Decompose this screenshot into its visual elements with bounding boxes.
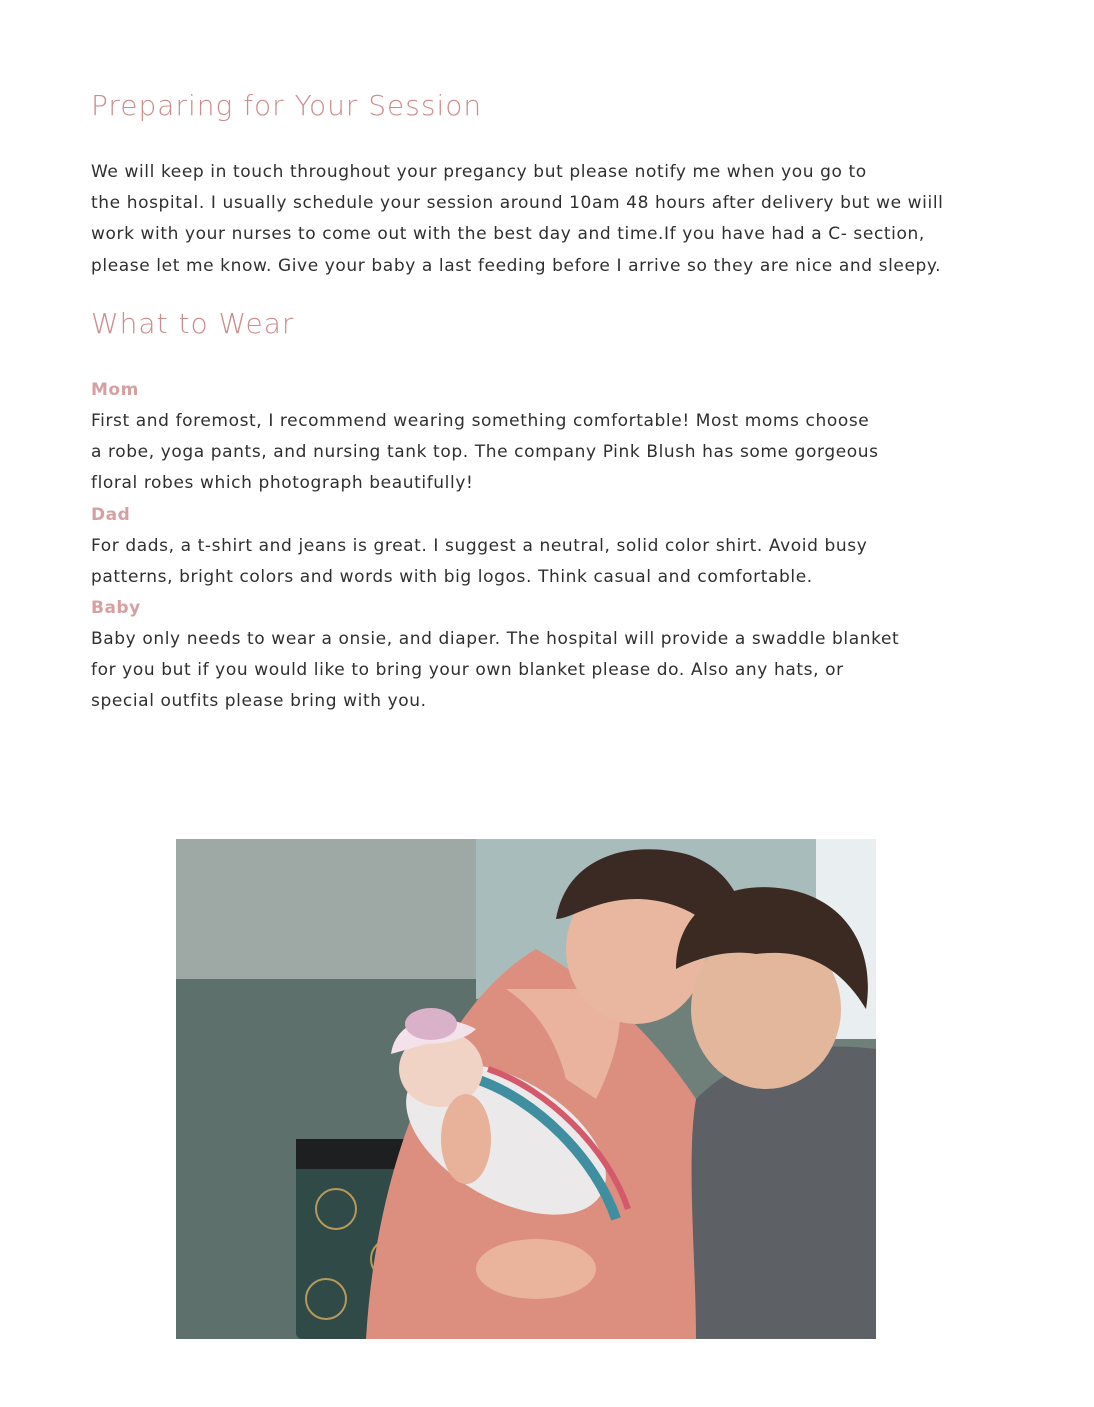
- dad-subheading: Dad: [91, 505, 131, 525]
- baby-line: Baby only needs to wear a onsie, and diaper. The hospital will provide a swaddle blanket: [91, 629, 900, 649]
- mom-line: First and foremost, I recommend wearing something comfortable! Most moms choose: [91, 411, 870, 431]
- family-newborn-photo: [176, 839, 876, 1339]
- baby-bow: [405, 1008, 457, 1040]
- session-line: We will keep in touch throughout your pregancy but please notify me when you go to: [91, 162, 867, 182]
- dad-line: For dads, a t-shirt and jeans is great. I suggest a neutral, solid color shirt. Avoid busy: [91, 536, 868, 556]
- session-line: the hospital. I usually schedule your session around 10am 48 hours after delivery but we wiill: [91, 193, 944, 214]
- mom-line: floral robes which photograph beautifully!: [91, 473, 474, 494]
- father-sweater: [692, 1046, 876, 1339]
- baby-line: for you but if you would like to bring your own blanket please do. Also any hats, or: [91, 660, 844, 681]
- mom-line: a robe, yoga pants, and nursing tank top. The company Pink Blush has some gorgeous: [91, 442, 879, 463]
- dad-line: patterns, bright colors and words with big logos. Think casual and comfortable.: [91, 567, 813, 588]
- mother-hand: [476, 1239, 596, 1299]
- session-line: please let me know. Give your baby a last feeding before I arrive so they are nice and sleepy.: [91, 255, 942, 276]
- baby-paragraph: [91, 624, 899, 718]
- baby-line: special outfits please bring with you.: [91, 691, 427, 712]
- dad-paragraph: [91, 531, 867, 593]
- baby-subheading: Baby: [91, 598, 141, 618]
- mom-subheading: Mom: [91, 380, 139, 400]
- session-line: work with your nurses to come out with the best day and time.If you have had a C- section,: [91, 224, 925, 245]
- photo-illustration: [176, 839, 876, 1339]
- mom-paragraph: [91, 406, 879, 500]
- wear-heading: What to Wear: [91, 307, 295, 340]
- wall-panel: [176, 839, 476, 979]
- session-heading: Preparing for Your Session: [91, 89, 483, 122]
- mother-arm: [441, 1094, 491, 1184]
- session-paragraph: [91, 157, 943, 282]
